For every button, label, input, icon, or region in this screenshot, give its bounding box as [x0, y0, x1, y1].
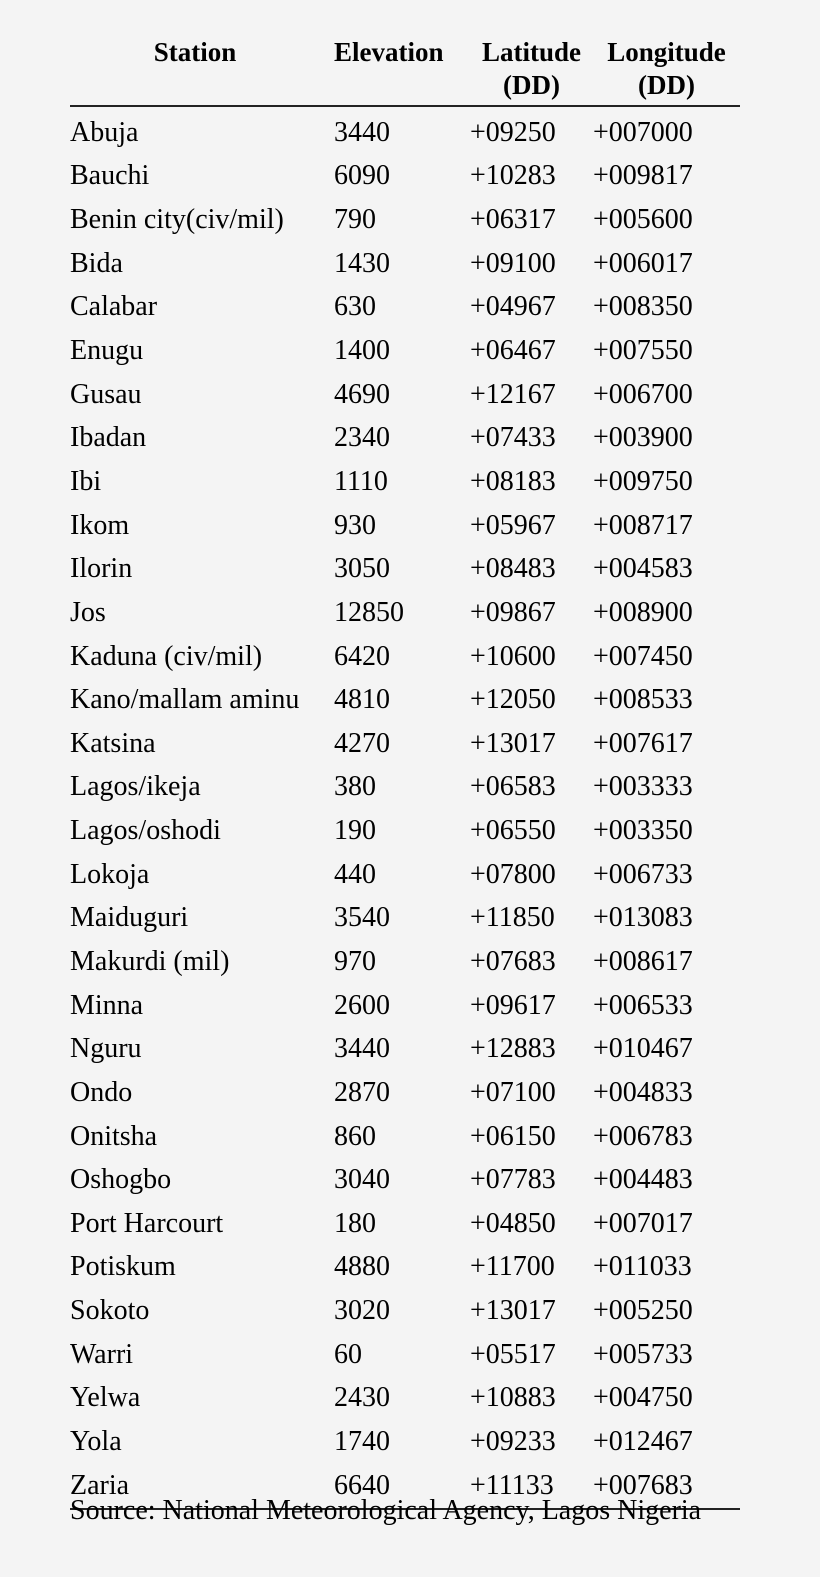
- cell-longitude: +003900: [593, 422, 693, 454]
- table-row: [70, 1115, 740, 1159]
- cell-station: Makurdi (mil): [70, 945, 230, 977]
- cell-station: Kaduna (civ/mil): [70, 640, 263, 672]
- cell-longitude: +007683: [593, 1464, 740, 1509]
- table-row: [70, 1246, 740, 1290]
- cell-latitude: +05967: [470, 509, 556, 541]
- cell-latitude: +04850: [470, 1207, 556, 1239]
- cell-elevation: 2600: [334, 989, 390, 1021]
- cell-longitude: +008350: [593, 291, 693, 323]
- table-row: [70, 853, 740, 897]
- cell-elevation: 4880: [334, 1251, 390, 1283]
- cell-longitude: +005733: [593, 1338, 693, 1370]
- cell-latitude: +09100: [470, 247, 556, 279]
- table-row: [70, 809, 740, 853]
- cell-elevation: 1740: [334, 1426, 390, 1458]
- table-row: [70, 286, 740, 330]
- cell-elevation: 4690: [334, 378, 390, 410]
- header-latitude-unit: (DD): [503, 70, 560, 100]
- cell-station: Katsina: [70, 727, 156, 759]
- cell-longitude: +004483: [593, 1164, 693, 1196]
- table-body: [70, 106, 740, 1509]
- table-row: [70, 984, 740, 1028]
- cell-station: Calabar: [70, 291, 158, 323]
- cell-longitude: +010467: [593, 1033, 693, 1065]
- cell-station: Sokoto: [70, 1295, 150, 1327]
- table-row: [70, 897, 740, 941]
- table-row: [70, 591, 740, 635]
- cell-elevation: 440: [334, 858, 376, 890]
- header-elevation-label: Elevation: [334, 37, 444, 67]
- table-row: [70, 1377, 740, 1421]
- cell-elevation: 6640: [334, 1464, 470, 1509]
- table-row: [70, 106, 740, 155]
- cell-latitude: +11133: [470, 1464, 593, 1509]
- cell-station: Onitsha: [70, 1120, 158, 1152]
- cell-longitude: +007000: [593, 116, 693, 148]
- cell-station: Bida: [70, 247, 123, 279]
- cell-elevation: 4810: [334, 684, 390, 716]
- cell-longitude: +005250: [593, 1295, 693, 1327]
- cell-elevation: 860: [334, 1120, 376, 1152]
- header-longitude: [593, 30, 740, 106]
- cell-elevation: 12850: [334, 596, 404, 628]
- cell-station: Lagos/oshodi: [70, 815, 221, 847]
- cell-latitude: +10883: [470, 1382, 556, 1414]
- cell-station: Ibi: [70, 465, 102, 497]
- cell-station: Warri: [70, 1338, 134, 1370]
- cell-longitude: +003333: [593, 771, 693, 803]
- cell-longitude: +009817: [593, 160, 693, 192]
- cell-latitude: +08483: [470, 553, 556, 585]
- cell-latitude: +13017: [470, 727, 556, 759]
- cell-longitude: +008617: [593, 945, 693, 977]
- cell-longitude: +013083: [593, 902, 693, 934]
- cell-latitude: +11850: [470, 902, 555, 934]
- cell-latitude: +06467: [470, 335, 556, 367]
- cell-longitude: +004833: [593, 1076, 693, 1108]
- cell-station: Ilorin: [70, 553, 133, 585]
- cell-elevation: 3040: [334, 1164, 390, 1196]
- cell-station: Lokoja: [70, 858, 150, 890]
- cell-longitude: +008533: [593, 684, 693, 716]
- cell-elevation: 630: [334, 291, 376, 323]
- cell-station: Minna: [70, 989, 144, 1021]
- cell-elevation: 3440: [334, 116, 390, 148]
- cell-station: Enugu: [70, 335, 144, 367]
- cell-latitude: +12883: [470, 1033, 556, 1065]
- cell-latitude: +09867: [470, 596, 556, 628]
- header-station: [70, 30, 334, 106]
- cell-longitude: +003350: [593, 815, 693, 847]
- cell-latitude: +10283: [470, 160, 556, 192]
- header-longitude-label: Longitude: [607, 37, 726, 67]
- table-row: [70, 416, 740, 460]
- cell-longitude: +011033: [593, 1251, 692, 1283]
- cell-elevation: 3440: [334, 1033, 390, 1065]
- header-latitude: [470, 30, 593, 106]
- cell-elevation: 380: [334, 771, 376, 803]
- cell-elevation: 1430: [334, 247, 390, 279]
- cell-latitude: +12050: [470, 684, 556, 716]
- cell-latitude: +07783: [470, 1164, 556, 1196]
- cell-station: Nguru: [70, 1033, 142, 1065]
- source-note: Source: National Meteorological Agency, Lagos Nigeria: [70, 1495, 702, 1526]
- cell-latitude: +06150: [470, 1120, 556, 1152]
- cell-station: Ikom: [70, 509, 130, 541]
- cell-elevation: 2430: [334, 1382, 390, 1414]
- header-elevation: [334, 30, 470, 106]
- cell-station: Bauchi: [70, 160, 150, 192]
- cell-latitude: +07800: [470, 858, 556, 890]
- cell-station: Maiduguri: [70, 902, 189, 934]
- cell-longitude: +006533: [593, 989, 693, 1021]
- cell-latitude: +07433: [470, 422, 556, 454]
- header-latitude-label: Latitude: [481, 37, 581, 67]
- cell-station: Kano/mallam aminu: [70, 684, 300, 716]
- table-row: [70, 198, 740, 242]
- cell-elevation: 6420: [334, 640, 390, 672]
- cell-latitude: +13017: [470, 1295, 556, 1327]
- cell-elevation: 2870: [334, 1076, 390, 1108]
- cell-elevation: 3020: [334, 1295, 390, 1327]
- cell-station: Yelwa: [70, 1382, 141, 1414]
- cell-longitude: +007550: [593, 335, 693, 367]
- table-row: [70, 722, 740, 766]
- cell-latitude: +07100: [470, 1076, 556, 1108]
- cell-station: Oshogbo: [70, 1164, 172, 1196]
- cell-latitude: +12167: [470, 378, 556, 410]
- cell-elevation: 930: [334, 509, 376, 541]
- table-row: [70, 635, 740, 679]
- cell-longitude: +004750: [593, 1382, 693, 1414]
- table-row: [70, 547, 740, 591]
- cell-elevation: 2340: [334, 422, 390, 454]
- cell-station: Abuja: [70, 116, 139, 148]
- cell-longitude: +006700: [593, 378, 693, 410]
- cell-latitude: +08183: [470, 465, 556, 497]
- cell-longitude: +009750: [593, 465, 693, 497]
- cell-elevation: 1110: [334, 465, 388, 497]
- cell-station: Zaria: [70, 1464, 334, 1509]
- table-row: [70, 504, 740, 548]
- table-row: [70, 1289, 740, 1333]
- cell-station: Potiskum: [70, 1251, 176, 1283]
- station-table-container: [70, 30, 740, 1510]
- station-table: [70, 30, 740, 1510]
- cell-station: Lagos/ikeja: [70, 771, 201, 803]
- cell-longitude: +006017: [593, 247, 693, 279]
- table-row: [70, 1420, 740, 1464]
- header-row: [70, 30, 740, 106]
- cell-latitude: +09250: [470, 116, 556, 148]
- cell-elevation: 180: [334, 1207, 376, 1239]
- cell-longitude: +005600: [593, 204, 693, 236]
- cell-latitude: +04967: [470, 291, 556, 323]
- cell-latitude: +09233: [470, 1426, 556, 1458]
- table-row: [70, 242, 740, 286]
- cell-station: Yola: [70, 1426, 122, 1458]
- cell-elevation: 3540: [334, 902, 390, 934]
- table-row: [70, 1202, 740, 1246]
- cell-elevation: 6090: [334, 160, 390, 192]
- cell-longitude: +008717: [593, 509, 693, 541]
- cell-longitude: +006733: [593, 858, 693, 890]
- table-row: [70, 766, 740, 810]
- cell-longitude: +007017: [593, 1207, 693, 1239]
- cell-elevation: 3050: [334, 553, 390, 585]
- cell-longitude: +007450: [593, 640, 693, 672]
- cell-elevation: 4270: [334, 727, 390, 759]
- table-row: [70, 1071, 740, 1115]
- cell-latitude: +10600: [470, 640, 556, 672]
- cell-station: Gusau: [70, 378, 142, 410]
- cell-station: Ondo: [70, 1076, 133, 1108]
- cell-longitude: +007617: [593, 727, 693, 759]
- cell-station: Benin city(civ/mil): [70, 204, 284, 236]
- table-row: [70, 678, 740, 722]
- cell-longitude: +012467: [593, 1426, 693, 1458]
- cell-latitude: +11700: [470, 1251, 555, 1283]
- cell-longitude: +006783: [593, 1120, 693, 1152]
- cell-latitude: +09617: [470, 989, 556, 1021]
- cell-station: Port Harcourt: [70, 1207, 224, 1239]
- cell-latitude: +06317: [470, 204, 556, 236]
- cell-longitude: +004583: [593, 553, 693, 585]
- table-row: [70, 1333, 740, 1377]
- cell-latitude: +06583: [470, 771, 556, 803]
- cell-latitude: +07683: [470, 945, 556, 977]
- cell-elevation: 60: [334, 1338, 362, 1370]
- cell-elevation: 790: [334, 204, 376, 236]
- header-longitude-unit: (DD): [638, 70, 695, 100]
- header-station-label: Station: [153, 37, 237, 67]
- table-header: [70, 30, 740, 106]
- cell-longitude: +008900: [593, 596, 693, 628]
- cell-station: Ibadan: [70, 422, 147, 454]
- cell-elevation: 190: [334, 815, 376, 847]
- table-row: [70, 329, 740, 373]
- table-row: [70, 1158, 740, 1202]
- cell-station: Jos: [70, 596, 106, 628]
- table-row: [70, 940, 740, 984]
- cell-elevation: 1400: [334, 335, 390, 367]
- cell-elevation: 970: [334, 945, 376, 977]
- cell-latitude: +06550: [470, 815, 556, 847]
- cell-latitude: +05517: [470, 1338, 556, 1370]
- table-row: [70, 373, 740, 417]
- table-row: [70, 460, 740, 504]
- table-row: [70, 1027, 740, 1071]
- table-row: [70, 155, 740, 199]
